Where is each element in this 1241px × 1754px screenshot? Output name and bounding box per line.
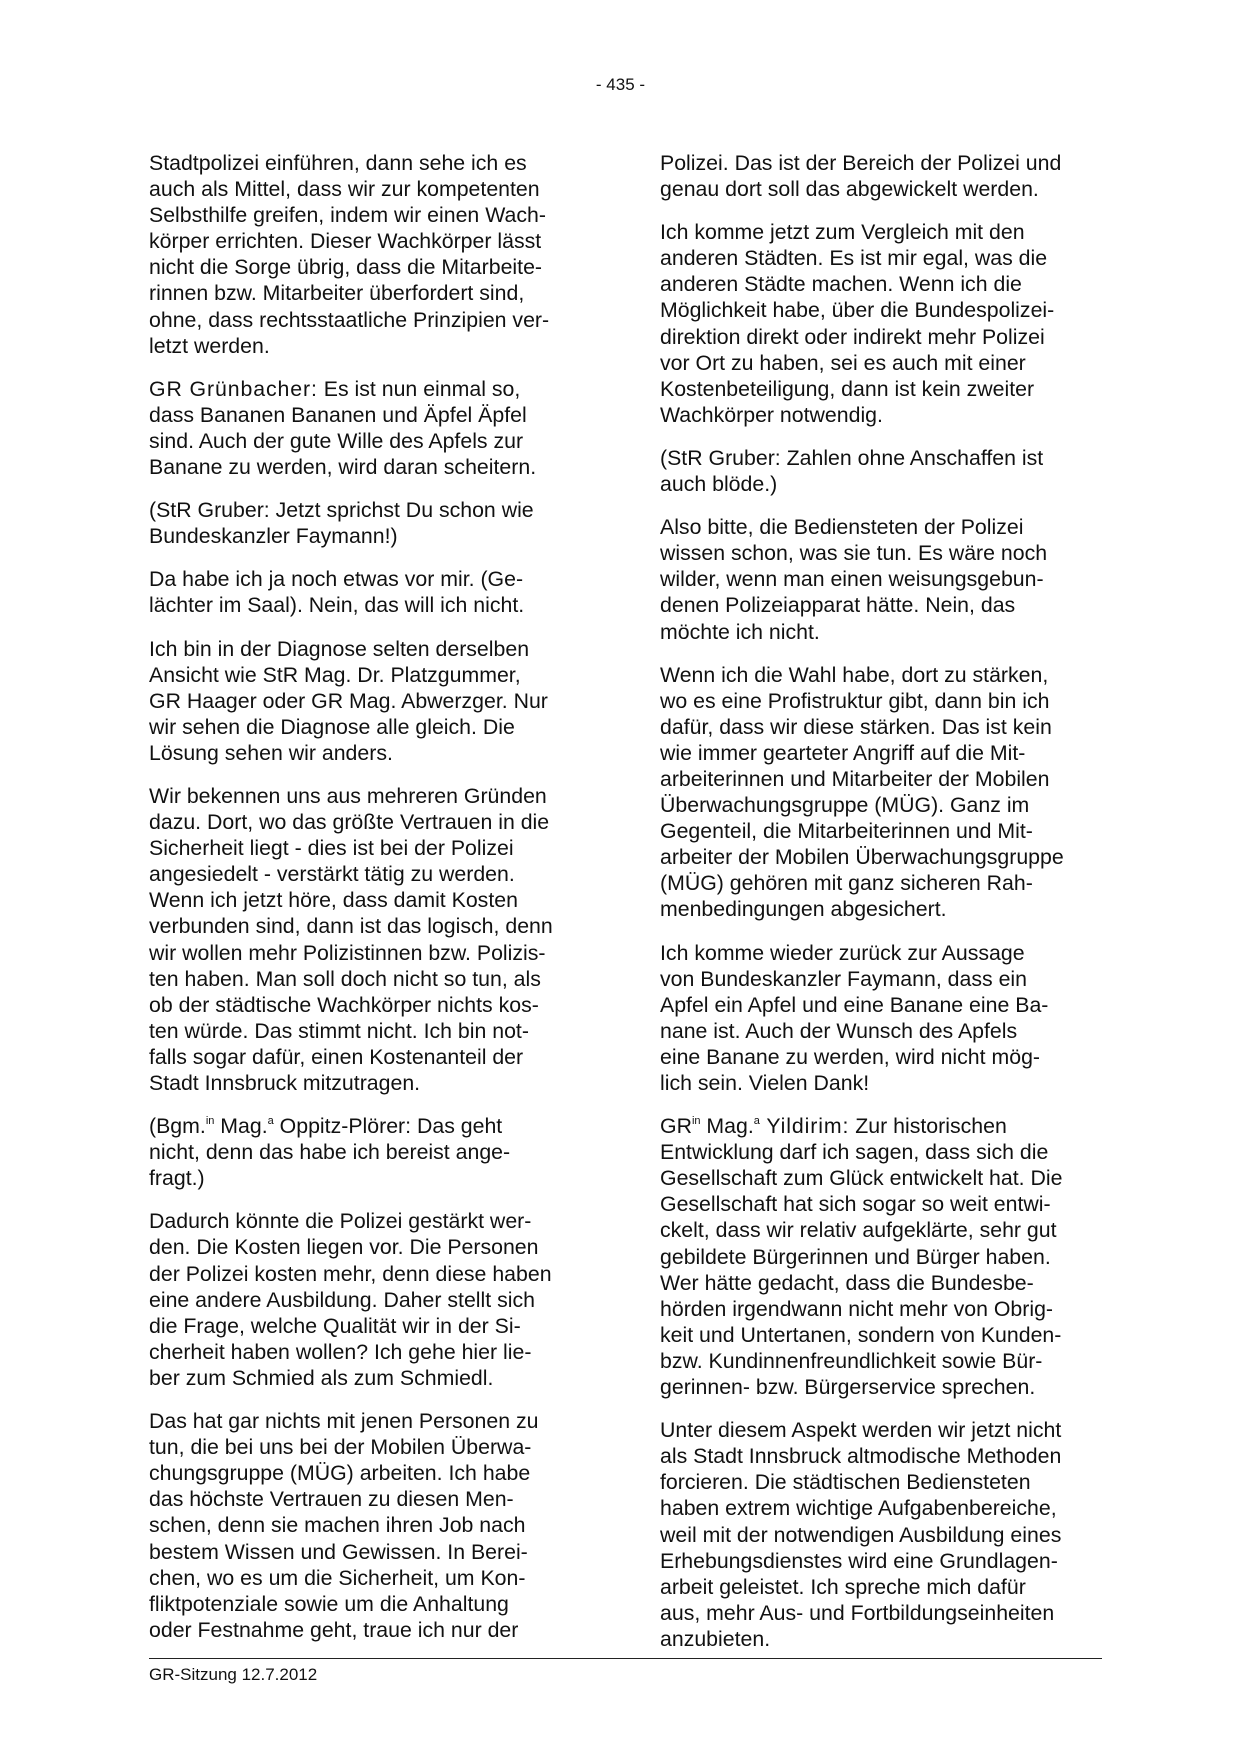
- paragraph: Unter diesem Aspekt werden wir jetzt nicht als Stadt Innsbruck altmodische Methoden forcieren. Die städtischen Bediensteten haben extrem wichtige Aufgabenbereiche, weil mit der notwendigen Ausbildung eines Erhebungsdienstes wird eine Grundlagen- arbeit geleistet. Ich spreche mich dafür aus, mehr Aus- und Fortbildungseinheiten anzubieten.: [660, 1418, 1062, 1651]
- footer-divider: [149, 1658, 1102, 1659]
- interjection: (StR Gruber: Jetzt sprichst Du schon wie Bundeskanzler Faymann!): [149, 498, 534, 549]
- footer-session-date: GR-Sitzung 12.7.2012: [149, 1665, 318, 1684]
- title-mid: Mag.: [214, 1114, 268, 1139]
- superscript: in: [205, 1115, 215, 1128]
- title-prefix: (Bgm.: [149, 1114, 206, 1139]
- page-number: - 435 -: [595, 75, 646, 94]
- right-column: [660, 150, 1102, 1669]
- title-mid: Mag.: [700, 1114, 754, 1139]
- superscript: a: [267, 1115, 274, 1128]
- speech-text: Es ist nun einmal so, dass Bananen Bananen und Äpfel Äpfel sind. Auch der gute Wille des Apfels zur Banane zu werden, wird daran scheitern.: [149, 376, 537, 480]
- title-prefix: GR: [660, 1114, 692, 1139]
- paragraph: Ich komme jetzt zum Vergleich mit den anderen Städten. Es ist mir egal, was die anderen Städte machen. Wenn ich die Möglichkeit habe, über die Bundespolizei- direktion direkt oder indirekt mehr Polizei vor Ort zu haben, sei es auch mit einer Kostenbeteiligung, dann ist kein zweiter Wachkörper notwendig.: [660, 220, 1055, 427]
- paragraph: Polizei. Das ist der Bereich der Polizei und genau dort soll das abgewickelt werden.: [660, 151, 1062, 202]
- paragraph: Wenn ich die Wahl habe, dort zu stärken, wo es eine Profistruktur gibt, dann bin ich dafür, dass wir diese stärken. Das ist kein wie immer gearteter Angriff auf die Mit- arbeiterinnen und Mitarbeiter der Mobilen Überwachungsgruppe (MÜG). Ganz im Gegenteil, die Mitarbeiterinnen und Mit- arbeiter der Mobilen Überwachungsgruppe (MÜG) gehören mit ganz sicheren Rah- menbedingungen abgesichert.: [660, 662, 1064, 922]
- speaker-name: Yildirim:: [759, 1114, 850, 1139]
- interjection-text: Oppitz-Plörer: Das geht nicht, denn das habe ich bereist ange- fragt.): [149, 1114, 511, 1191]
- paragraph: Also bitte, die Bediensteten der Polizei wissen schon, was sie tun. Es wäre noch wilder, wenn man einen weisungsgebun- denen Polizeiapparat hätte. Nein, das möchte ich nicht.: [660, 515, 1048, 644]
- interjection: [149, 1113, 584, 1191]
- interjection: (StR Gruber: Zahlen ohne Anschaffen ist auch blöde.): [660, 445, 1044, 497]
- superscript: a: [753, 1115, 760, 1128]
- superscript: in: [691, 1115, 701, 1128]
- paragraph: Das hat gar nichts mit jenen Personen zu tun, die bei uns bei der Mobilen Überwa- chungsgruppe (MÜG) arbeiten. Ich habe das höchste Vertrauen zu diesen Men- schen, denn sie machen ihren Job nach bestem Wissen und Gewissen. In Berei- chen, wo es um die Sicherheit, um Kon- fliktpotenziale sowie um die Anhaltung oder Festnahme geht, traue ich nur der: [149, 1409, 539, 1642]
- paragraph: Stadtpolizei einführen, dann sehe ich es auch als Mittel, dass wir zur kompetenten Selbsthilfe greifen, indem wir einen Wach- körper errichten. Dieser Wachkörper lässt nicht die Sorge übrig, dass die Mitarbeite- rinnen bzw. Mitarbeiter überfordert sind, ohne, dass rechtsstaatliche Prinzipien ver- letzt werden.: [149, 151, 550, 358]
- left-column: [149, 150, 584, 1660]
- speech-text: Zur historischen Entwicklung darf ich sagen, dass sich die Gesellschaft zum Glück entwickelt hat. Die Gesellschaft hat sich sogar so weit entwi- ckelt, dass wir relativ aufgeklärte, sehr gut gebildete Bürgerinnen und Bürger haben. Wer hätte gedacht, dass die Bundesbe- hörden irgendwann nicht mehr von Obrig- keit und Untertanen, sondern von Kunden- bzw. Kundinnenfreundlichkeit sowie Bür- gerinnen- bzw. Bürgerservice sprechen.: [660, 1114, 1063, 1400]
- paragraph-speech: [660, 1113, 1102, 1400]
- paragraph: Ich bin in der Diagnose selten derselben Ansicht wie StR Mag. Dr. Platzgummer, GR Haager oder GR Mag. Abwerzger. Nur wir sehen die Diagnose alle gleich. Die Lösung sehen wir anders.: [149, 636, 548, 765]
- paragraph: Dadurch könnte die Polizei gestärkt wer- den. Die Kosten liegen vor. Die Personen der Polizei kosten mehr, denn diese haben eine andere Ausbildung. Daher stellt sich die Frage, welche Qualität wir in der Si- cherheit haben wollen? Ich gehe hier lie- ber zum Schmied als zum Schmiedl.: [149, 1209, 552, 1390]
- paragraph: Da habe ich ja noch etwas vor mir. (Ge- lächter im Saal). Nein, das will ich nicht.: [149, 567, 525, 618]
- speaker-name: GR Grünbacher:: [149, 376, 318, 401]
- paragraph: Wir bekennen uns aus mehreren Gründen dazu. Dort, wo das größte Vertrauen in die Sicherheit liegt - dies ist bei der Polizei angesiedelt - verstärkt tätig zu werden. Wenn ich jetzt höre, dass damit Kosten verbunden sind, dann ist das logisch, denn wir wollen mehr Polizistinnen bzw. Polizis- ten haben. Man soll doch nicht so tun, als ob der städtische Wachkörper nichts kos- ten würde. Das stimmt nicht. Ich bin not- falls sogar dafür, einen Kostenanteil der Stadt Innsbruck mitzutragen.: [149, 783, 553, 1095]
- paragraph: Ich komme wieder zurück zur Aussage von Bundeskanzler Faymann, dass ein Apfel ein Apfel und eine Banane eine Ba- nane ist. Auch der Wunsch des Apfels eine Banane zu werden, wird nicht mög- lich sein. Vielen Dank!: [660, 940, 1049, 1095]
- paragraph-speech: [149, 376, 584, 480]
